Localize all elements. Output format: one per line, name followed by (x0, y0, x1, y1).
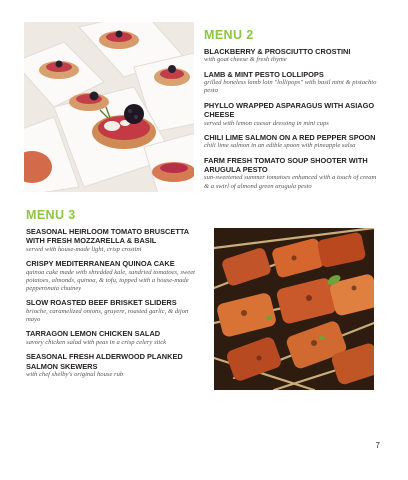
menu-item (26, 227, 204, 254)
item-description: with chef shelby's original house rub (26, 370, 124, 378)
item-title: LAMB & MINT PESTO LOLLIPOPS (204, 69, 324, 79)
menu-item (26, 259, 204, 293)
item-title: SLOW ROASTED BEEF BRISKET SLIDERS (26, 298, 177, 308)
item-title: PHYLLO WRAPPED ASPARAGUS WITH ASIAGO CHEESE (204, 100, 375, 120)
menu-item (204, 101, 382, 128)
item-description: chili lime salmon in an edible spoon with pineapple salsa (204, 142, 356, 150)
item-title: FARM FRESH TOMATO SOUP SHOOTER WITH ARUGULA PESTO (204, 155, 368, 174)
item-description: quinoa cake made with shredded kale, sundried tomatoes, sweet potatoes, almonds, quinoa, & tofu, topped with a house-made pepperonata chutney (26, 268, 195, 293)
item-description: with goat cheese & fresh thyme (204, 56, 287, 64)
menu-item (204, 70, 382, 96)
item-title: SEASONAL FRESH ALDERWOOD PLANKED SALMON SKEWERS (26, 352, 183, 371)
menu-3-list (26, 227, 204, 384)
menu-item (26, 298, 204, 324)
item-description: served with lemon caesar dressing in mini cups (204, 119, 329, 127)
menu-item (204, 47, 382, 65)
crostini-photo (24, 22, 194, 192)
menu-3-heading: MENU 3 (26, 208, 76, 222)
item-description: brioche, caramelized onions, gruyere, roasted garlic, & dijon mayo (26, 307, 189, 324)
item-description: grilled boneless lamb loin "lollipops" with basil mint & pistachio pesto (204, 79, 377, 95)
menu-item (204, 133, 382, 151)
skewers-photo (214, 228, 374, 390)
item-title: CHILI LIME SALMON ON A RED PEPPER SPOON (204, 132, 376, 142)
menu-item (204, 156, 382, 191)
item-title: CRISPY MEDITERRANEAN QUINOA CAKE (26, 259, 175, 269)
item-title: BLACKBERRY & PROSCIUTTO CROSTINI (204, 47, 351, 56)
page-number: 7 (375, 441, 380, 450)
item-description: served with house-made light, crisp crostini (26, 245, 142, 253)
menu-item (26, 352, 204, 379)
item-description: sun-sweetened summer tomatoes enhanced with a touch of cream & a swirl of almond green arugula pesto (204, 174, 377, 190)
item-description: savory chicken salad with peas in a crisp celery stick (26, 338, 167, 346)
menu-2-heading: MENU 2 (204, 28, 254, 42)
item-title: TARRAGON LEMON CHICKEN SALAD (26, 329, 161, 339)
menu-item (26, 329, 204, 347)
item-title: SEASONAL HEIRLOOM TOMATO BRUSCETTA WITH FRESH MOZZARELLA & BASIL (26, 227, 189, 246)
menu-2-list (204, 47, 382, 196)
